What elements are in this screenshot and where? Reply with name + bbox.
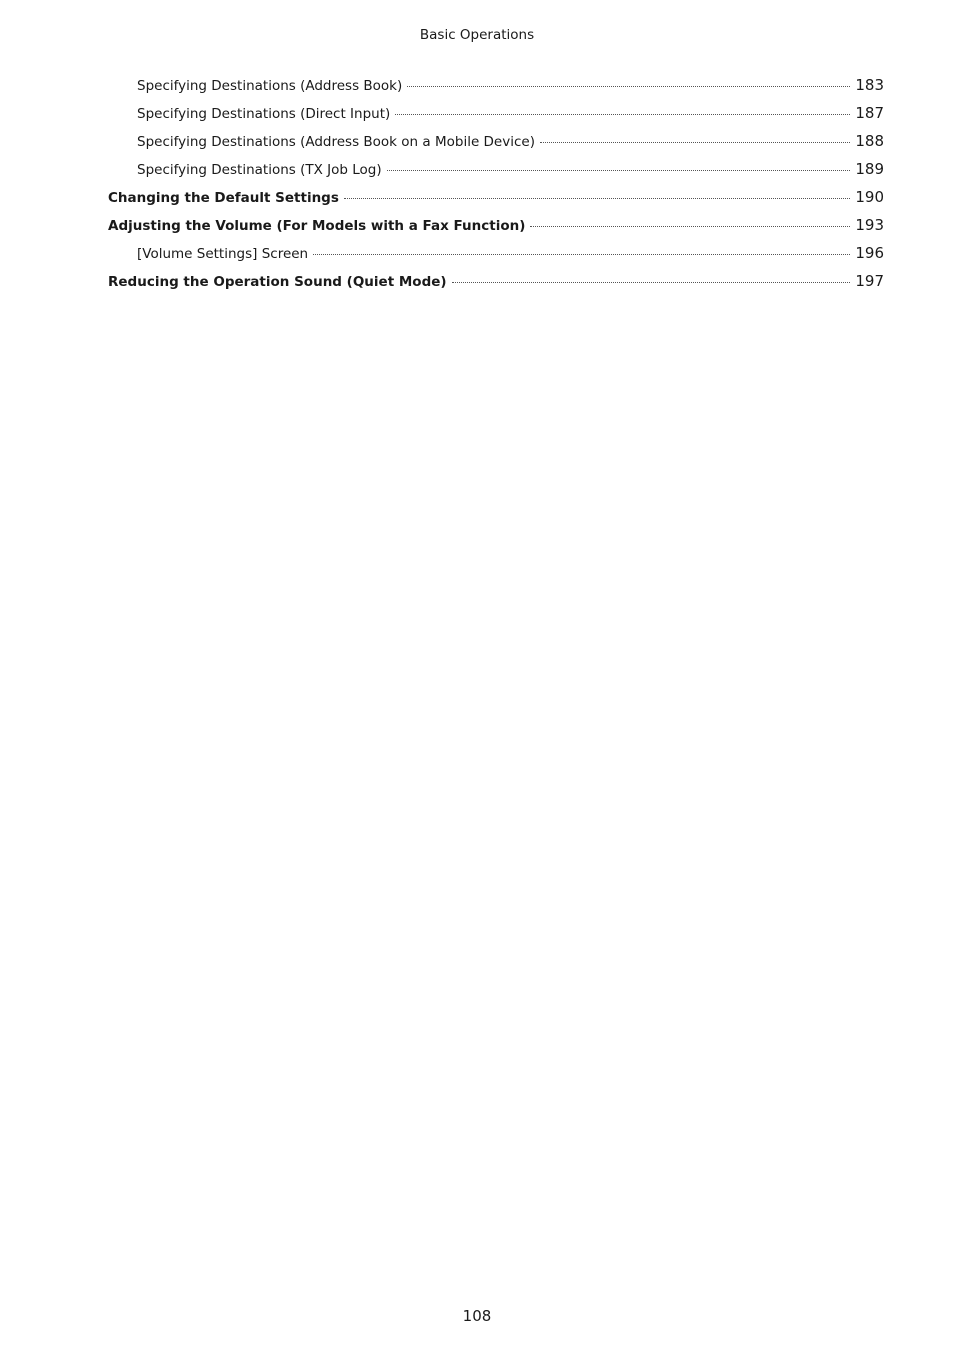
toc-entry-title: [Volume Settings] Screen bbox=[137, 246, 309, 262]
toc-entry-title: Specifying Destinations (Address Book) bbox=[137, 78, 403, 94]
toc-entry-specifying-destinations-mobile-device[interactable] bbox=[108, 130, 884, 158]
toc-entry-page: 197 bbox=[855, 272, 884, 290]
toc-entry-page: 183 bbox=[855, 76, 884, 94]
toc-entry-title: Adjusting the Volume (For Models with a Fax Function) bbox=[108, 218, 526, 234]
toc-dot-leader bbox=[530, 225, 850, 227]
toc-dot-leader bbox=[407, 85, 850, 87]
toc-dot-leader bbox=[395, 113, 850, 115]
toc-entry-page: 193 bbox=[855, 216, 884, 234]
toc-entry-volume-settings-screen[interactable] bbox=[108, 242, 884, 270]
toc-entry-title: Specifying Destinations (Direct Input) bbox=[137, 106, 391, 122]
toc-entry-title: Reducing the Operation Sound (Quiet Mode) bbox=[108, 274, 447, 290]
toc-dot-leader bbox=[344, 197, 850, 199]
toc-entry-page: 187 bbox=[855, 104, 884, 122]
toc-dot-leader bbox=[313, 253, 850, 255]
page-number: 108 bbox=[462, 1307, 492, 1325]
toc-entry-specifying-destinations-address-book[interactable] bbox=[108, 74, 884, 102]
toc-entry-changing-default-settings[interactable] bbox=[108, 186, 884, 214]
table-of-contents bbox=[108, 74, 884, 298]
toc-entry-reducing-operation-sound[interactable] bbox=[108, 270, 884, 298]
toc-entry-specifying-destinations-direct-input[interactable] bbox=[108, 102, 884, 130]
toc-entry-page: 190 bbox=[855, 188, 884, 206]
toc-dot-leader bbox=[387, 169, 851, 171]
toc-entry-title: Specifying Destinations (TX Job Log) bbox=[137, 162, 382, 178]
running-header: Basic Operations bbox=[419, 27, 535, 43]
toc-dot-leader bbox=[452, 281, 851, 283]
toc-entry-specifying-destinations-tx-job-log[interactable] bbox=[108, 158, 884, 186]
toc-entry-title: Changing the Default Settings bbox=[108, 190, 339, 206]
toc-entry-page: 189 bbox=[855, 160, 884, 178]
toc-entry-page: 188 bbox=[855, 132, 884, 150]
toc-dot-leader bbox=[540, 141, 850, 143]
toc-entry-adjusting-volume[interactable] bbox=[108, 214, 884, 242]
toc-entry-page: 196 bbox=[855, 244, 884, 262]
toc-entry-title: Specifying Destinations (Address Book on a Mobile Device) bbox=[137, 134, 535, 150]
